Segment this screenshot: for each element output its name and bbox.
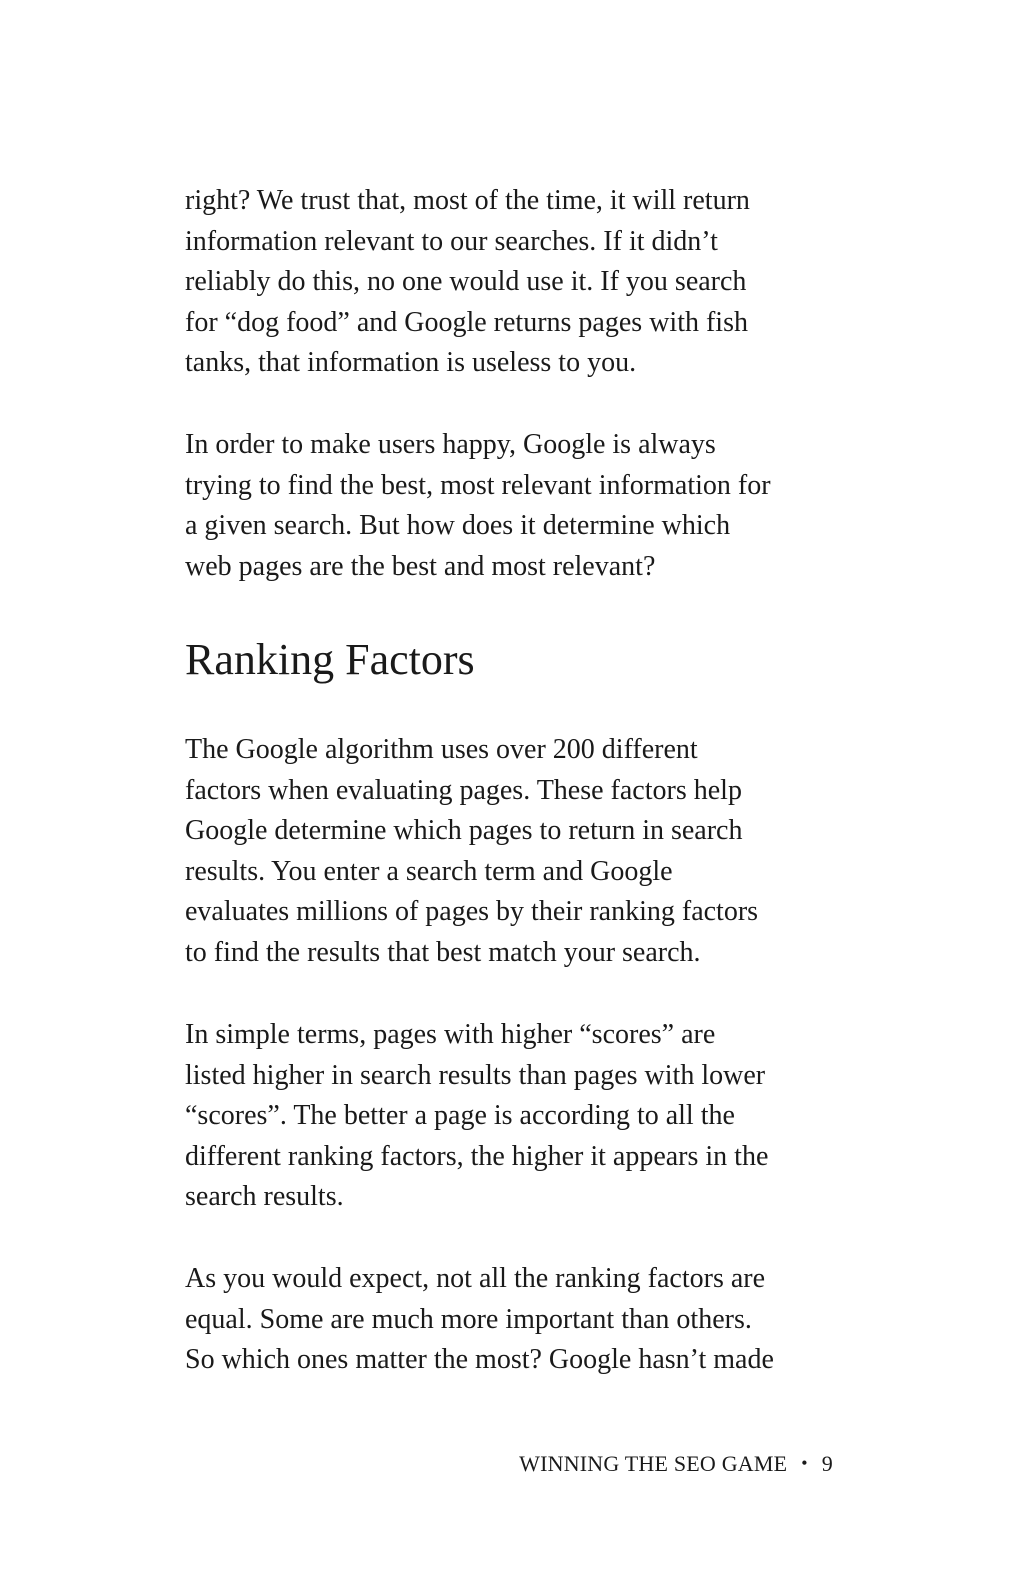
paragraph-5: [185, 1259, 845, 1381]
bullet-separator: •: [801, 1453, 808, 1473]
book-title: WINNING THE SEO GAME: [519, 1451, 788, 1476]
text-line: “scores”. The better a page is according to all the: [185, 1100, 735, 1132]
running-footer: [519, 1448, 833, 1479]
text-line: tanks, that information is useless to you.: [185, 347, 637, 379]
text-line: for “dog food” and Google returns pages with fish: [185, 306, 748, 338]
text-line: search results.: [185, 1181, 344, 1213]
text-line: The Google algorithm uses over 200 different: [185, 734, 698, 765]
text-line: a given search. But how does it determine which: [185, 510, 731, 542]
text-line: In order to make users happy, Google is always: [185, 429, 716, 460]
text-line: results. You enter a search term and Google: [185, 855, 673, 887]
paragraph-1: [185, 181, 845, 384]
text-line: So which ones matter the most? Google hasn’t made: [185, 1344, 774, 1376]
text-line: right? We trust that, most of the time, it will return: [185, 185, 750, 216]
paragraph-3: [185, 730, 845, 974]
text-line: information relevant to our searches. If it didn’t: [185, 225, 718, 257]
text-line: web pages are the best and most relevant?: [185, 550, 656, 582]
text-line: evaluates millions of pages by their ranking factors: [185, 896, 759, 928]
text-line: Google determine which pages to return in search: [185, 815, 743, 847]
text-line: listed higher in search results than pages with lower: [185, 1059, 766, 1091]
text-line: reliably do this, no one would use it. If you search: [185, 266, 747, 298]
paragraph-4: [185, 1015, 845, 1218]
text-line: trying to find the best, most relevant information for: [185, 469, 771, 501]
text-line: factors when evaluating pages. These factors help: [185, 774, 742, 806]
text-line: different ranking factors, the higher it appears in the: [185, 1140, 769, 1172]
text-line: to find the results that best match your search.: [185, 936, 701, 968]
text-line: In simple terms, pages with higher “scores” are: [185, 1019, 716, 1050]
text-line: equal. Some are much more important than others.: [185, 1303, 752, 1335]
text-line: As you would expect, not all the ranking factors are: [185, 1263, 766, 1294]
section-heading: Ranking Factors: [185, 635, 475, 684]
page-number: 9: [821, 1451, 833, 1476]
paragraph-2: [185, 425, 845, 587]
